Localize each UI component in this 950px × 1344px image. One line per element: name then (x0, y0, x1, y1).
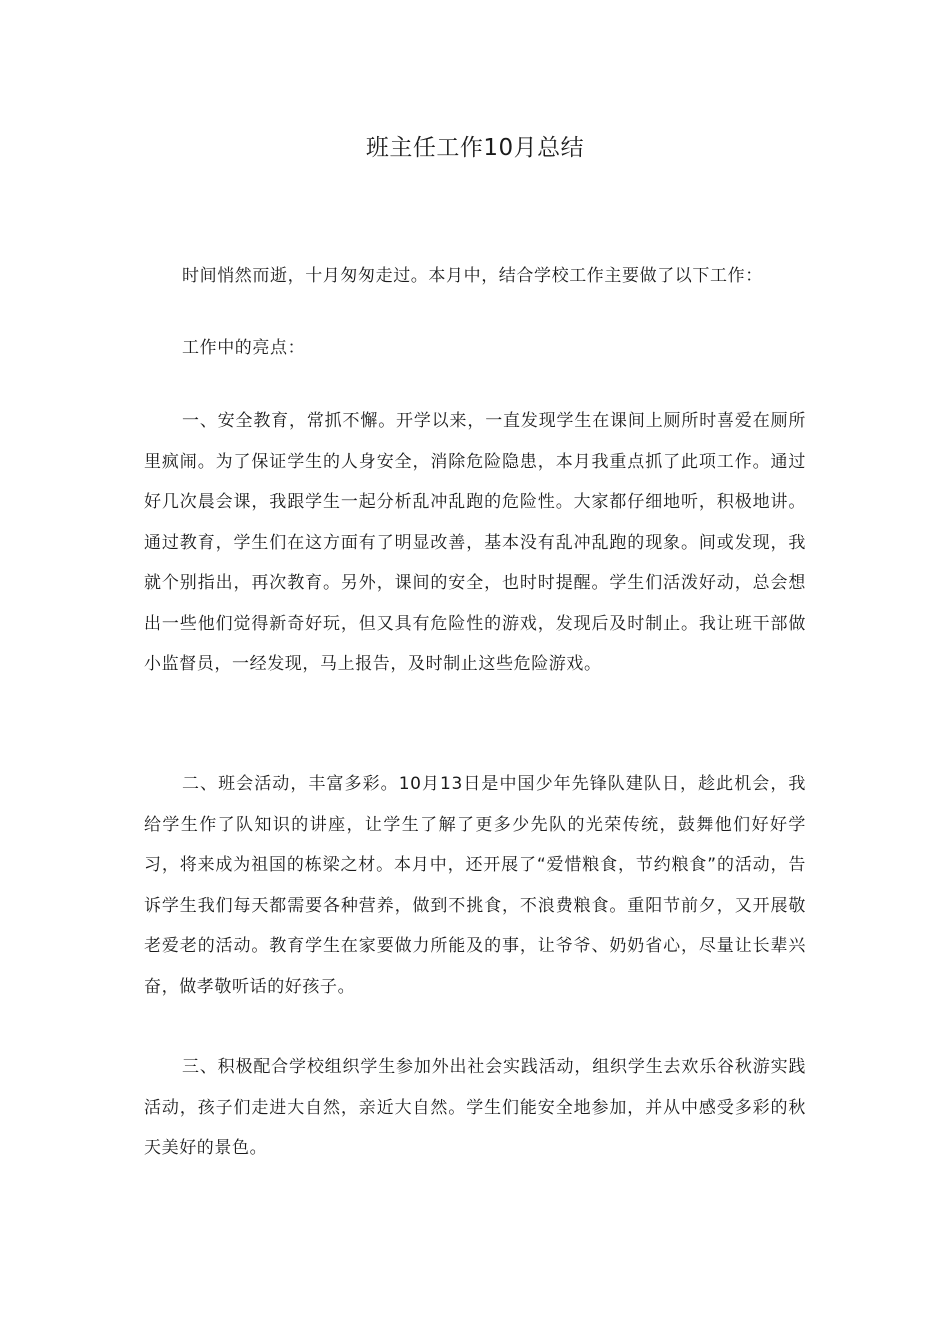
paragraph-intro: 时间悄然而逝，十月匆匆走过。本月中，结合学校工作主要做了以下工作： (182, 266, 763, 286)
paragraph-highlights-heading: 工作中的亮点： (182, 338, 306, 358)
paragraph-social-practice: 三、积极配合学校组织学生参加外出社会实践活动，组织学生去欢乐谷秋游实践活动，孩子们走进大自然，亲近大自然。学生们能安全地参加，并从中感受多彩的秋天美好的景色。 (144, 1057, 806, 1158)
document-title: 班主任工作10月总结 (365, 135, 585, 161)
paragraph-class-activities: 二、班会活动，丰富多彩。10月13日是中国少年先锋队建队日，趁此机会，我给学生作了队知识的讲座，让学生了解了更多少先队的光荣传统，鼓舞他们好好学习，将来成为祖国的栋梁之材。本月中，还开展了“爱惜粮食，节约粮食”的活动，告诉学生我们每天都需要各种营养，做到不挑食，不浪费粮食。重阳节前夕，又开展敬老爱老的活动。教育学生在家要做力所能及的事，让爷爷、奶奶省心，尽量让长辈兴奋，做孝敬听话的好孩子。 (144, 774, 806, 997)
paragraph-safety-education: 一、安全教育，常抓不懈。开学以来，一直发现学生在课间上厕所时喜爱在厕所里疯闹。为了保证学生的人身安全，消除危险隐患，本月我重点抓了此项工作。通过好几次晨会课，我跟学生一起分析乱冲乱跑的危险性。大家都仔细地听，积极地讲。通过教育，学生们在这方面有了明显改善，基本没有乱冲乱跑的现象。间或发现，我就个别指出，再次教育。另外，课间的安全，也时时提醒。学生们活泼好动，总会想出一些他们觉得新奇好玩，但又具有危险性的游戏，发现后及时制止。我让班干部做小监督员，一经发现，马上报告，及时制止这些危险游戏。 (144, 411, 806, 674)
